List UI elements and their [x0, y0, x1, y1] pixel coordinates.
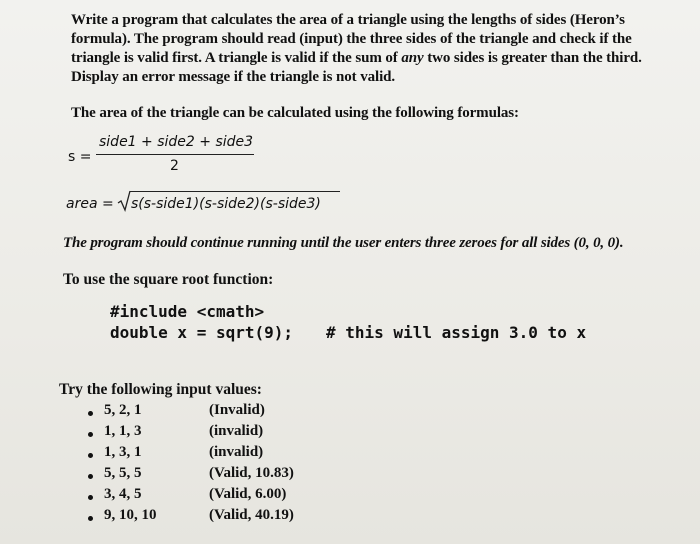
list-item-result: (invalid): [209, 444, 264, 460]
list-item-values: 1, 1, 3: [104, 423, 142, 439]
list-item-values: 5, 2, 1: [104, 402, 142, 418]
inputs-heading: Try the following input values:: [59, 381, 262, 398]
bullet-icon: [88, 474, 93, 479]
list-item-values: 9, 10, 10: [104, 507, 157, 523]
formula-s-lhs: s =: [68, 149, 92, 165]
list-item-result: (Valid, 6.00): [209, 486, 287, 502]
code-line-1: #include <cmath>: [110, 302, 265, 321]
sqrt-icon: [117, 190, 131, 212]
sqrt-heading: To use the square root function:: [63, 271, 274, 288]
intro-line-1: Write a program that calculates the area of a triangle using the lengths of sides (Heron’s: [71, 12, 625, 28]
sqrt-overline: [130, 191, 340, 192]
formulas-heading: The area of the triangle can be calculated using the following formulas:: [71, 105, 519, 121]
code-line-2a: double x = sqrt(9);: [110, 323, 294, 342]
bullet-icon: [88, 516, 93, 521]
list-item-values: 1, 3, 1: [104, 444, 142, 460]
fraction-bar: [96, 154, 254, 155]
list-item-result: (Valid, 40.19): [209, 507, 294, 523]
formula-area-radicand: s(s-side1)(s-side2)(s-side3): [131, 196, 321, 212]
bullet-icon: [88, 411, 93, 416]
intro-line-2: formula). The program should read (input) the three sides of the triangle and check if the: [71, 31, 632, 47]
formula-s-numerator: side1 + side2 + side3: [99, 134, 254, 150]
list-item-values: 3, 4, 5: [104, 486, 142, 502]
list-item-result: (Invalid): [209, 402, 265, 418]
formula-area-lhs: area =: [66, 196, 114, 212]
intro-line-4: Display an error message if the triangle is not valid.: [71, 69, 396, 85]
loop-note: The program should continue running until the user enters three zeroes for all sides (0, 0, 0).: [63, 235, 624, 251]
list-item-result: (Valid, 10.83): [209, 465, 294, 481]
bullet-icon: [88, 432, 93, 437]
intro-line-3: triangle is valid first. A triangle is valid if the sum of any two sides is greater than the third.: [71, 50, 642, 66]
formula-s-denominator: 2: [170, 158, 179, 174]
list-item-result: (invalid): [209, 423, 264, 439]
code-line-2b: # this will assign 3.0 to x: [326, 323, 587, 342]
bullet-icon: [88, 495, 93, 500]
list-item-values: 5, 5, 5: [104, 465, 142, 481]
bullet-icon: [88, 453, 93, 458]
